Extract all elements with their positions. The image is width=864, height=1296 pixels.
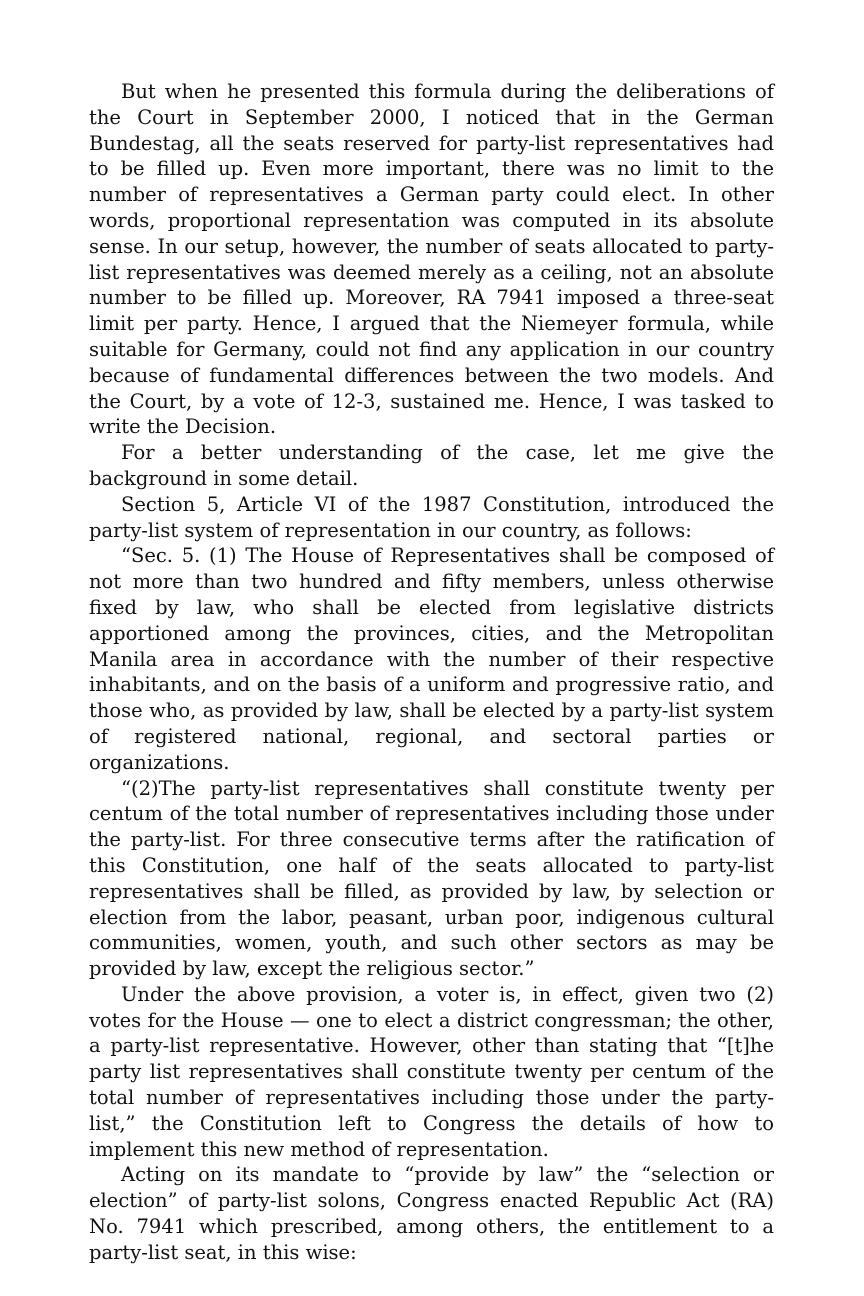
paragraph-ra-7941: Acting on its mandate to “provide by law” the “selection or election” of party-list solons, Congress enacted Republic Act (RA) No. 7941 which prescribed, among others, the entitlement to a party-list seat, in this wise: [89, 1163, 774, 1264]
paragraph-quote-sec-5-2: “(2)The party-list representatives shall constitute twenty per centum of the total number of representatives including those under the party-list. For three consecutive terms after the ratification of this Constitution, one half of the seats allocated to party-list representatives shall be filled, as provided by law, by selection or election from the labor, peasant, urban poor, indigenous cultural communities, women, youth, and such other sectors as may be provided by law, except the religious sector.” [89, 776, 774, 981]
paragraph-quote-sec-5-1: “Sec. 5. (1) The House of Representatives shall be composed of not more than two hundred and fifty members, unless otherwise fixed by law, who shall be elected from legislative districts apportioned among the provinces, cities, and the Metropolitan Manila area in accordance with the number of their respective inhabitants, and on the basis of a uniform and progressive ratio, and those who, as provided by law, shall be elected by a party-list system of registered national, regional, and sectoral parties or organizations. [89, 544, 774, 774]
paragraph-background-intro: For a better understanding of the case, let me give the background in some detail. [89, 441, 774, 490]
paragraph-two-votes: Under the above provision, a voter is, in effect, given two (2) votes for the House — one to elect a district congressman; the other, a party-list representative. However, other than stating that “[t]he party list representatives shall constitute twenty per centum of the total number of representatives including those under the party-list,” the Constitution left to Congress the details of how to implement this new method of representation. [89, 982, 774, 1161]
paragraph-section-5-intro: Section 5, Article VI of the 1987 Constitution, introduced the party-list system of representation in our country, as follows: [89, 492, 774, 542]
document-page [89, 79, 774, 1266]
paragraph-niemeyer-formula: But when he presented this formula during the deliberations of the Court in September 2000, I noticed that in the German Bundestag, all the seats reserved for party-list representatives had to be filled up. Even more important, there was no limit to the number of representatives a German party could elect. In other words, proportional representation was computed in its absolute sense. In our setup, however, the number of seats allocated to party-list representatives was deemed merely as a ceiling, not an absolute number to be filled up. Moreover, RA 7941 imposed a three-seat limit per party. Hence, I argued that the Niemeyer formula, while suitable for Germany, could not find any application in our country because of fundamental differences between the two models. And the Court, by a vote of 12-3, sustained me. Hence, I was tasked to write the Decision. [89, 80, 774, 439]
